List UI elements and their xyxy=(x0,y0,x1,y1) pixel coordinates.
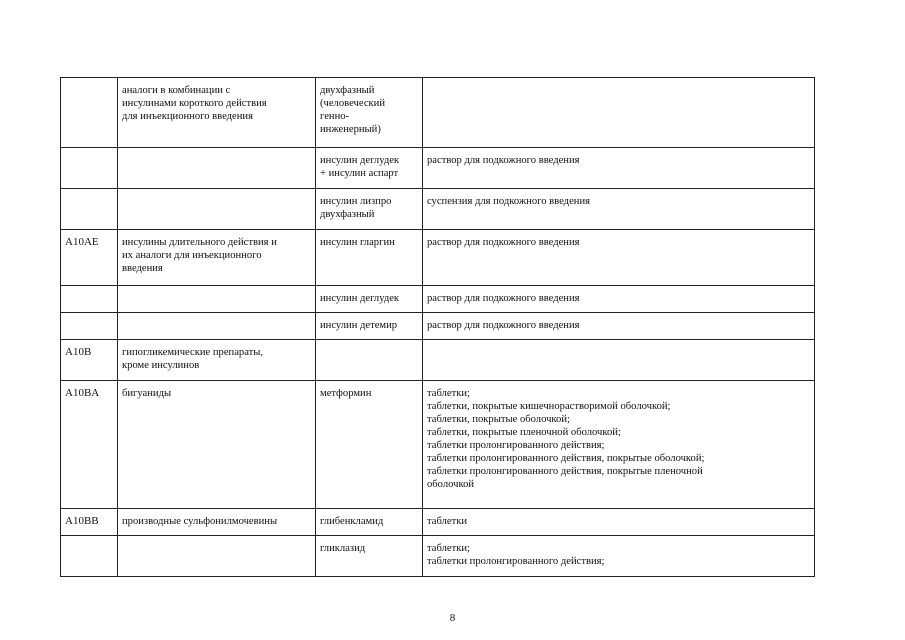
group-text: бигуаниды xyxy=(122,388,172,399)
form-cell xyxy=(423,286,815,313)
group-cell xyxy=(118,189,316,230)
group-cell xyxy=(118,340,316,381)
atc-code-cell xyxy=(61,286,118,313)
dosage-form: таблетки пролонгированного действия, покрытые пленочной xyxy=(427,466,703,477)
dosage-form: оболочкой xyxy=(427,479,475,490)
atc-code: A10BB xyxy=(65,515,99,527)
dosage-form: таблетки; xyxy=(427,388,470,399)
dosage-form: таблетки пролонгированного действия, покрытые оболочкой; xyxy=(427,453,705,464)
dosage-form: суспензия для подкожного введения xyxy=(427,196,590,207)
atc-code-cell xyxy=(61,340,118,381)
group-text: аналоги в комбинации с xyxy=(122,85,231,96)
drug-name: инсулин лизпро xyxy=(320,196,392,207)
dosage-form: раствор для подкожного введения xyxy=(427,155,580,166)
drug-cell xyxy=(316,340,423,381)
table-body xyxy=(61,78,815,577)
form-cell xyxy=(423,509,815,536)
atc-code-cell xyxy=(61,509,118,536)
dosage-form: таблетки, покрытые пленочной оболочкой; xyxy=(427,427,621,438)
form-cell xyxy=(423,230,815,286)
dosage-form: раствор для подкожного введения xyxy=(427,293,580,304)
group-cell xyxy=(118,148,316,189)
table-row xyxy=(61,340,815,381)
group-text: их аналоги для инъекционного xyxy=(122,250,262,261)
drug-cell xyxy=(316,78,423,148)
dosage-form: таблетки, покрытые оболочкой; xyxy=(427,414,570,425)
atc-code-cell xyxy=(61,381,118,509)
drug-name: инсулин гларгин xyxy=(320,237,395,248)
group-cell xyxy=(118,230,316,286)
dosage-form: таблетки пролонгированного действия; xyxy=(427,440,605,451)
drug-cell xyxy=(316,536,423,577)
form-cell xyxy=(423,536,815,577)
atc-code-cell xyxy=(61,230,118,286)
atc-code-cell xyxy=(61,536,118,577)
drug-name: инсулин деглудек xyxy=(320,293,400,304)
atc-code-cell xyxy=(61,148,118,189)
group-text: инсулинами короткого действия xyxy=(122,98,267,109)
dosage-form: таблетки; xyxy=(427,543,470,554)
dosage-form: таблетки, покрытые кишечнорастворимой оболочкой; xyxy=(427,401,671,412)
drug-cell xyxy=(316,381,423,509)
table-row xyxy=(61,381,815,509)
atc-code: A10B xyxy=(65,346,92,358)
drug-name: гликлазид xyxy=(320,543,366,554)
atc-code-cell xyxy=(61,78,118,148)
atc-code-cell xyxy=(61,313,118,340)
dosage-form: таблетки пролонгированного действия; xyxy=(427,556,605,567)
atc-code-cell xyxy=(61,189,118,230)
table-row xyxy=(61,189,815,230)
group-text: для инъекционного введения xyxy=(122,111,253,122)
drug-cell xyxy=(316,148,423,189)
atc-code: A10AE xyxy=(65,236,99,248)
group-cell xyxy=(118,381,316,509)
form-cell xyxy=(423,189,815,230)
atc-code: A10BA xyxy=(65,387,100,399)
group-cell xyxy=(118,509,316,536)
table-row xyxy=(61,509,815,536)
drug-name: (человеческий xyxy=(320,98,386,109)
drug-name: инсулин деглудек xyxy=(320,155,400,166)
table-row xyxy=(61,230,815,286)
group-text: кроме инсулинов xyxy=(122,360,200,371)
dosage-form: раствор для подкожного введения xyxy=(427,237,580,248)
form-cell xyxy=(423,313,815,340)
form-cell xyxy=(423,381,815,509)
drug-cell xyxy=(316,313,423,340)
drug-name: глибенкламид xyxy=(320,516,384,527)
table-row xyxy=(61,148,815,189)
table-row xyxy=(61,536,815,577)
dosage-form: таблетки xyxy=(427,516,468,527)
group-text: гипогликемические препараты, xyxy=(122,347,264,358)
drug-cell xyxy=(316,189,423,230)
table-row xyxy=(61,78,815,148)
dosage-form: раствор для подкожного введения xyxy=(427,320,580,331)
page-number: 8 xyxy=(449,612,456,624)
table-row xyxy=(61,286,815,313)
group-text: введения xyxy=(122,263,163,274)
form-cell xyxy=(423,340,815,381)
form-cell xyxy=(423,148,815,189)
group-text: инсулины длительного действия и xyxy=(122,237,277,248)
group-cell xyxy=(118,536,316,577)
drug-cell xyxy=(316,230,423,286)
drug-table xyxy=(60,77,815,577)
group-cell xyxy=(118,286,316,313)
drug-cell xyxy=(316,509,423,536)
drug-name: метформин xyxy=(320,388,372,399)
drug-name: генно- xyxy=(320,111,350,122)
drug-name: + инсулин аспарт xyxy=(320,168,399,179)
drug-name: двухфазный xyxy=(320,209,375,220)
group-cell xyxy=(118,313,316,340)
group-cell xyxy=(118,78,316,148)
form-cell xyxy=(423,78,815,148)
table-row xyxy=(61,313,815,340)
group-text: производные сульфонилмочевины xyxy=(122,516,278,527)
drug-name: инженерный) xyxy=(320,124,381,135)
drug-name: инсулин детемир xyxy=(320,320,398,331)
drug-cell xyxy=(316,286,423,313)
drug-name: двухфазный xyxy=(320,85,375,96)
